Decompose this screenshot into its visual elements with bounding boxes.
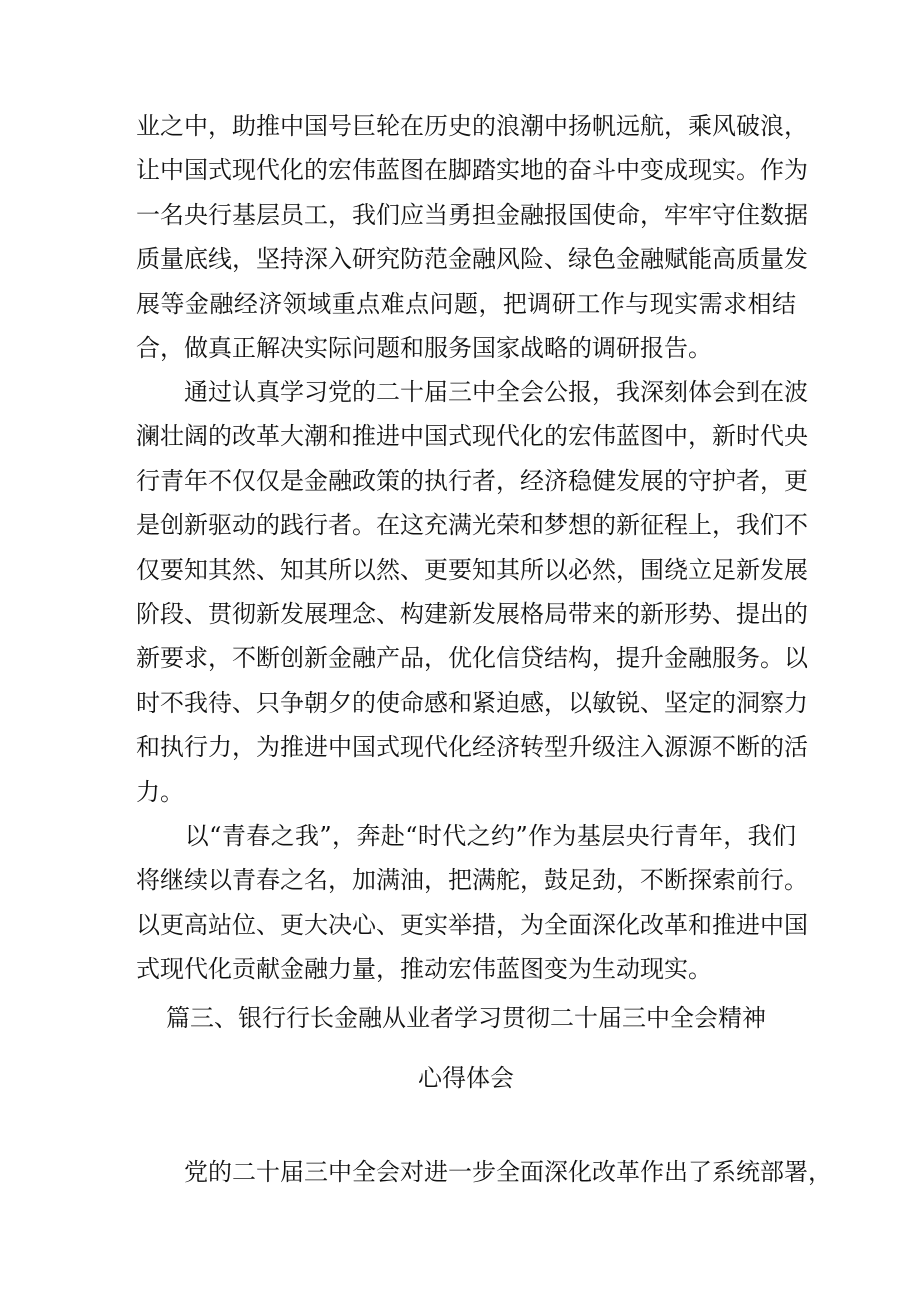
section-title: 篇三、银行行长金融从业者学习贯彻二十届三中全会精神 [166,1004,766,1032]
paragraph-line: 澜壮阔的改革大潮和推进中国式现代化的宏伟蓝图中，新时代央 [136,422,808,451]
paragraph-4 [136,1150,832,1194]
paragraph-line: 仅要知其然、知其所以然、更要知其所以必然，围绕立足新发展 [136,555,808,584]
section-title-continued: 心得体会 [418,1064,514,1092]
paragraph-line: 一名央行基层员工，我们应当勇担金融报国使命，牢牢守住数据 [136,200,808,229]
paragraph-line: 业之中，助推中国号巨轮在历史的浪潮中扬帆远航，乘风破浪， [136,112,808,140]
paragraph-2 [136,370,808,814]
paragraph-line: 阶段、贯彻新发展理念、构建新发展格局带来的新形势、提出的 [136,599,808,628]
paragraph-line: 式现代化贡献金融力量，推动宏伟蓝图变为生动现实。 [136,955,712,984]
paragraph-line: 党的二十届三中全会对进一步全面深化改革作出了系统部署， [136,1158,832,1186]
paragraph-line: 合，做真正解决实际问题和服务国家战略的调研报告。 [136,333,712,362]
paragraph-line: 质量底线，坚持深入研究防范金融风险、绿色金融赋能高质量发 [136,245,808,274]
paragraph-line: 行青年不仅仅是金融政策的执行者，经济稳健发展的守护者，更 [136,466,808,495]
paragraph-line: 让中国式现代化的宏伟蓝图在脚踏实地的奋斗中变成现实。作为 [136,156,808,185]
paragraph-line: 以更高站位、更大决心、更实举措，为全面深化改革和推进中国 [136,910,808,939]
paragraph-line: 新要求，不断创新金融产品，优化信贷结构，提升金融服务。以 [136,644,808,673]
paragraph-line: 力。 [136,777,184,806]
paragraph-line: 将继续以青春之名，加满油，把满舵，鼓足劲，不断探索前行。 [136,866,808,895]
paragraph-1 [136,104,808,370]
paragraph-line: 以“青春之我”，奔赴“时代之约”作为基层央行青年，我们 [136,822,796,850]
paragraph-line: 和执行力，为推进中国式现代化经济转型升级注入源源不断的活 [136,733,808,762]
paragraph-line: 通过认真学习党的二十届三中全会公报，我深刻体会到在波 [136,378,808,406]
paragraph-line: 是创新驱动的践行者。在这充满光荣和梦想的新征程上，我们不 [136,511,808,540]
paragraph-line: 展等金融经济领域重点难点问题，把调研工作与现实需求相结 [136,289,796,318]
paragraph-3 [136,814,808,992]
paragraph-line: 时不我待、只争朝夕的使命感和紧迫感，以敏锐、坚定的洞察力 [136,688,808,717]
